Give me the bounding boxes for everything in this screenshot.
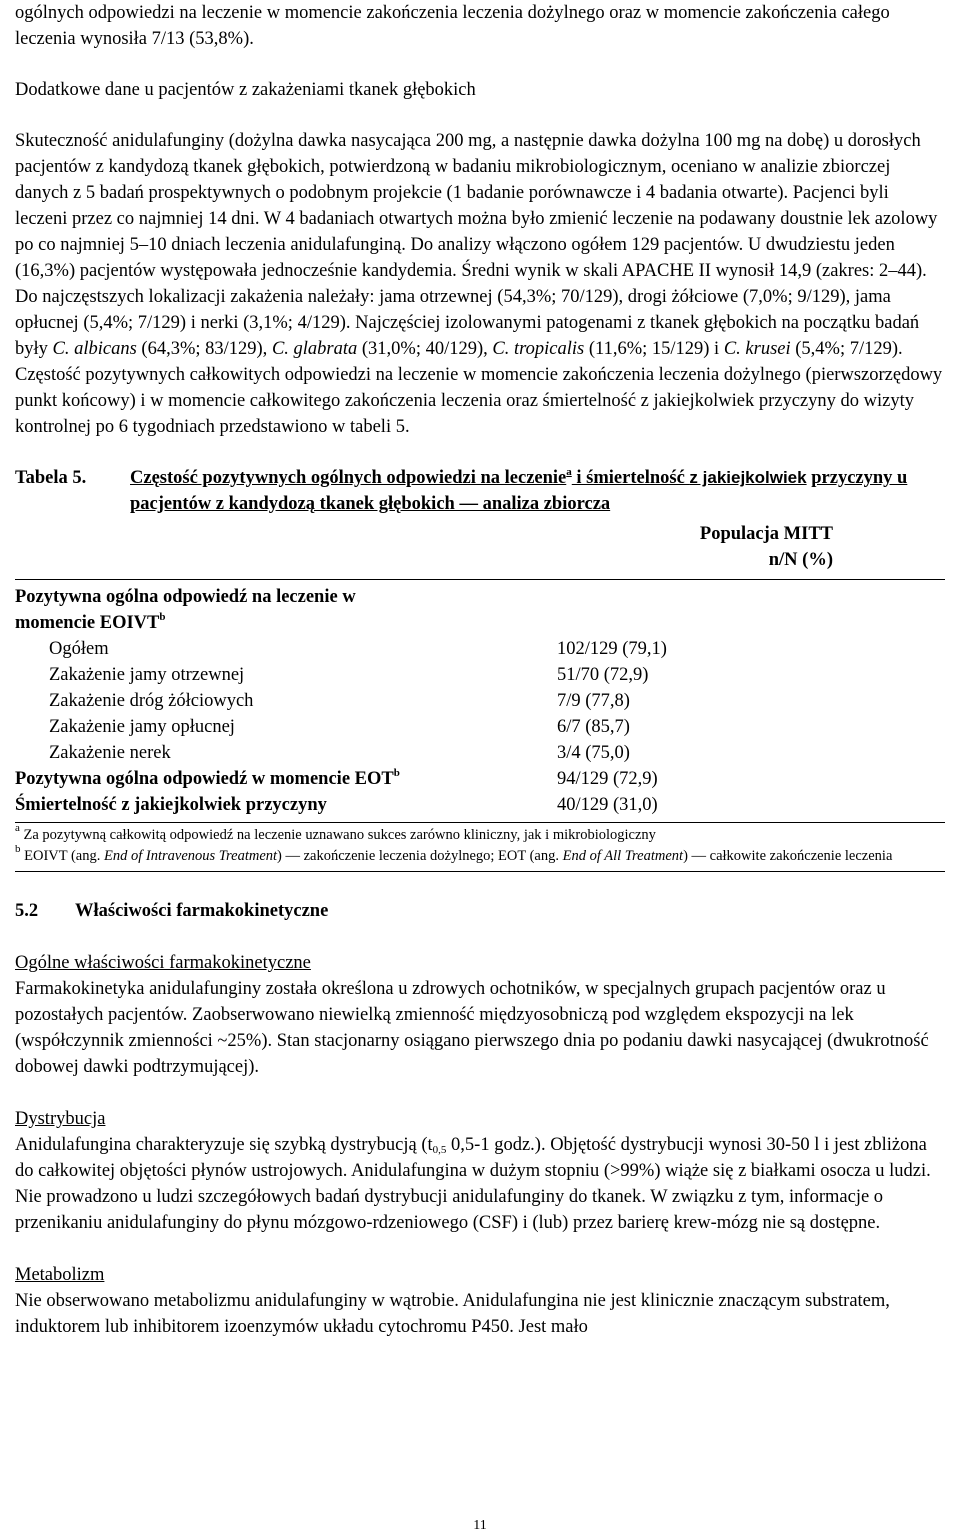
table-bottom-rule xyxy=(15,822,945,823)
deep-tissue-paragraph: Skuteczność anidulafunginy (dożylna dawka nasycająca 200 mg, a następnie dawka dożylna 100 mg na dobę) u dorosłych pacjentów z kandydozą tkanek głębokich, potwierdzoną w badaniu mikrobiologicznym, oceniano w analizie zbiorczej danych z 5 badań prospektywnych o podobnym projekcie (1 badanie porównawcze i 4 badania otwarte). Pacjenci byli leczeni przez co najmniej 14 dni. W 4 badaniach otwartych można było zmienić leczenie na podawany doustnie lek azolowy po co najmniej 5–10 dniach leczenia anidulafunginą. Do analizy włączono ogółem 129 pacjentów. U dwudziestu jeden (16,3%) pacjentów występowała jednocześnie kandydemia. Średni wynik w skali APACHE II wynosił 14,9 (zakres: 2–44). Do najczęstszych lokalizacji zakażenia należały: jama otrzewnej (54,3%; 70/129), drogi żółciowe (7,0%; 9/129), jama opłucnej (5,4%; 7/129) i nerki (3,1%; 4/129). Najczęściej izolowanymi patogenami z tkanek głębokich na początku badań były C. albicans (64,3%; 83/129), C. glabrata (31,0%; 40/129), C. tropicalis (11,6%; 15/129) i C. krusei (5,4%; 7/129). Częstość pozytywnych całkowitych odpowiedzi na leczenie w momencie zakończenia leczenia dożylnego (pierwszorzędowy punkt końcowy) i w momencie całkowitego zakończenia leczenia oraz śmiertelność z jakiejkolwiek przyczyny do wizyty kontrolnej po 6 tygodniach przedstawiono w tabeli 5. xyxy=(15,131,943,437)
distribution-block xyxy=(15,1106,945,1236)
table-row: Śmiertelność z jakiejkolwiek przyczyny 40/129 (31,0) xyxy=(15,795,658,815)
metabolism-block xyxy=(15,1262,945,1340)
footnote-b: $^b$ EOIVT (ang. End of Intravenous Treatment) — zakończenie leczenia dożylnego; EOT (ang. End of All Treatment) — całkowite zakończenie leczenia xyxy=(15,843,893,864)
table-footnotes xyxy=(15,822,945,867)
intro-paragraph: ogólnych odpowiedzi na leczenie w momencie zakończenia leczenia dożylnego oraz w momencie zakończenia całego leczenia wynosiła 7/13 (53,8%). xyxy=(15,3,890,49)
document-page xyxy=(15,0,945,1340)
table-row: Zakażenie dróg żółciowych 7/9 (77,8) xyxy=(49,691,630,711)
section-heading: 5.2 Właściwości farmakokinetyczne xyxy=(15,901,329,921)
group-heading-eoivt: Pozytywna ogólna odpowiedź na leczenie w momencie EOIVT$^b$ xyxy=(15,587,356,633)
table-caption: Częstość pozytywnych ogólnych odpowiedzi na leczenie$^a$ i śmiertelność z jakiejkolwiek przyczyny u pacjentów z kandydozą tkanek głębokich — analiza zbiorcza xyxy=(130,466,908,514)
footnote-rule xyxy=(15,871,945,872)
column-header: Populacja MITT n/N (%) xyxy=(699,524,833,570)
table-row xyxy=(15,584,945,636)
distribution-text: Anidulafungina charakteryzuje się szybką dystrybucją ($t_{0,5}$ 0,5-1 godz.). Objętość dystrybucji wynosi 30-50 l i jest zbliżona do całkowitej objętości płynów ustrojowych. Anidulafungina w dużym stopniu (>99%) wiąże się z białkami osocza u ludzi. Nie prowadzono u ludzi szczegółowych badań dystrybucji anidulafunginy do tkanek. W związku z tym, informacje o przenikaniu anidulafunginy do płynu mózgowo-rdzeniowego (CSF) i (lub) przez barierę krew-mózg nie są dostępne. xyxy=(15,1135,931,1233)
general-pk-text: Farmakokinetyka anidulafunginy została określona u zdrowych ochotników, w specjalnych grupach pacjentów oraz u pozostałych pacjentów. Zaobserwowano niewielką zmienność międzyosobniczą pod względem ekspozycji na lek (współczynnik zmienności ~25%). Stan stacjonarny osiągano pierwszego dnia po podaniu dawki nasycającej (dwukrotność dobowej dawki podtrzymującej). xyxy=(15,979,929,1077)
results-table xyxy=(15,584,945,818)
eot-label: Pozytywna ogólna odpowiedź w momencie EOT$^b$ xyxy=(15,767,400,789)
deep-tissue-heading: Dodatkowe dane u pacjentów z zakażeniami tkanek głębokich xyxy=(15,80,476,100)
table-row: Ogółem 102/129 (79,1) xyxy=(49,639,667,659)
footnote-a: $^a$ Za pozytywną całkowitą odpowiedź na leczenie uznawano sukces zarówno kliniczny, jak i mikrobiologiczny xyxy=(15,822,656,843)
table-row: Zakażenie nerek 3/4 (75,0) xyxy=(49,743,630,763)
general-pk-block xyxy=(15,950,945,1080)
table-row: Zakażenie jamy otrzewnej 51/70 (72,9) xyxy=(49,665,649,685)
table-row: Zakażenie jamy opłucnej 6/7 (85,7) xyxy=(49,717,630,737)
general-pk-heading: Ogólne właściwości farmakokinetyczne xyxy=(15,953,311,973)
table-row: Pozytywna ogólna odpowiedź w momencie EOT$^b$ 94/129 (72,9) xyxy=(15,766,945,792)
table-label: Tabela 5. xyxy=(15,468,87,488)
table-title xyxy=(15,465,945,517)
distribution-heading: Dystrybucja xyxy=(15,1109,106,1129)
table-top-rule xyxy=(15,579,945,580)
metabolism-heading: Metabolizm xyxy=(15,1265,105,1285)
metabolism-text: Nie obserwowano metabolizmu anidulafunginy w wątrobie. Anidulafungina nie jest klinicznie znaczącym substratem, induktorem lub inhibitorem izoenzymów układu cytochromu P450. Jest mało xyxy=(15,1291,890,1337)
page-number: 11 xyxy=(473,1518,487,1533)
